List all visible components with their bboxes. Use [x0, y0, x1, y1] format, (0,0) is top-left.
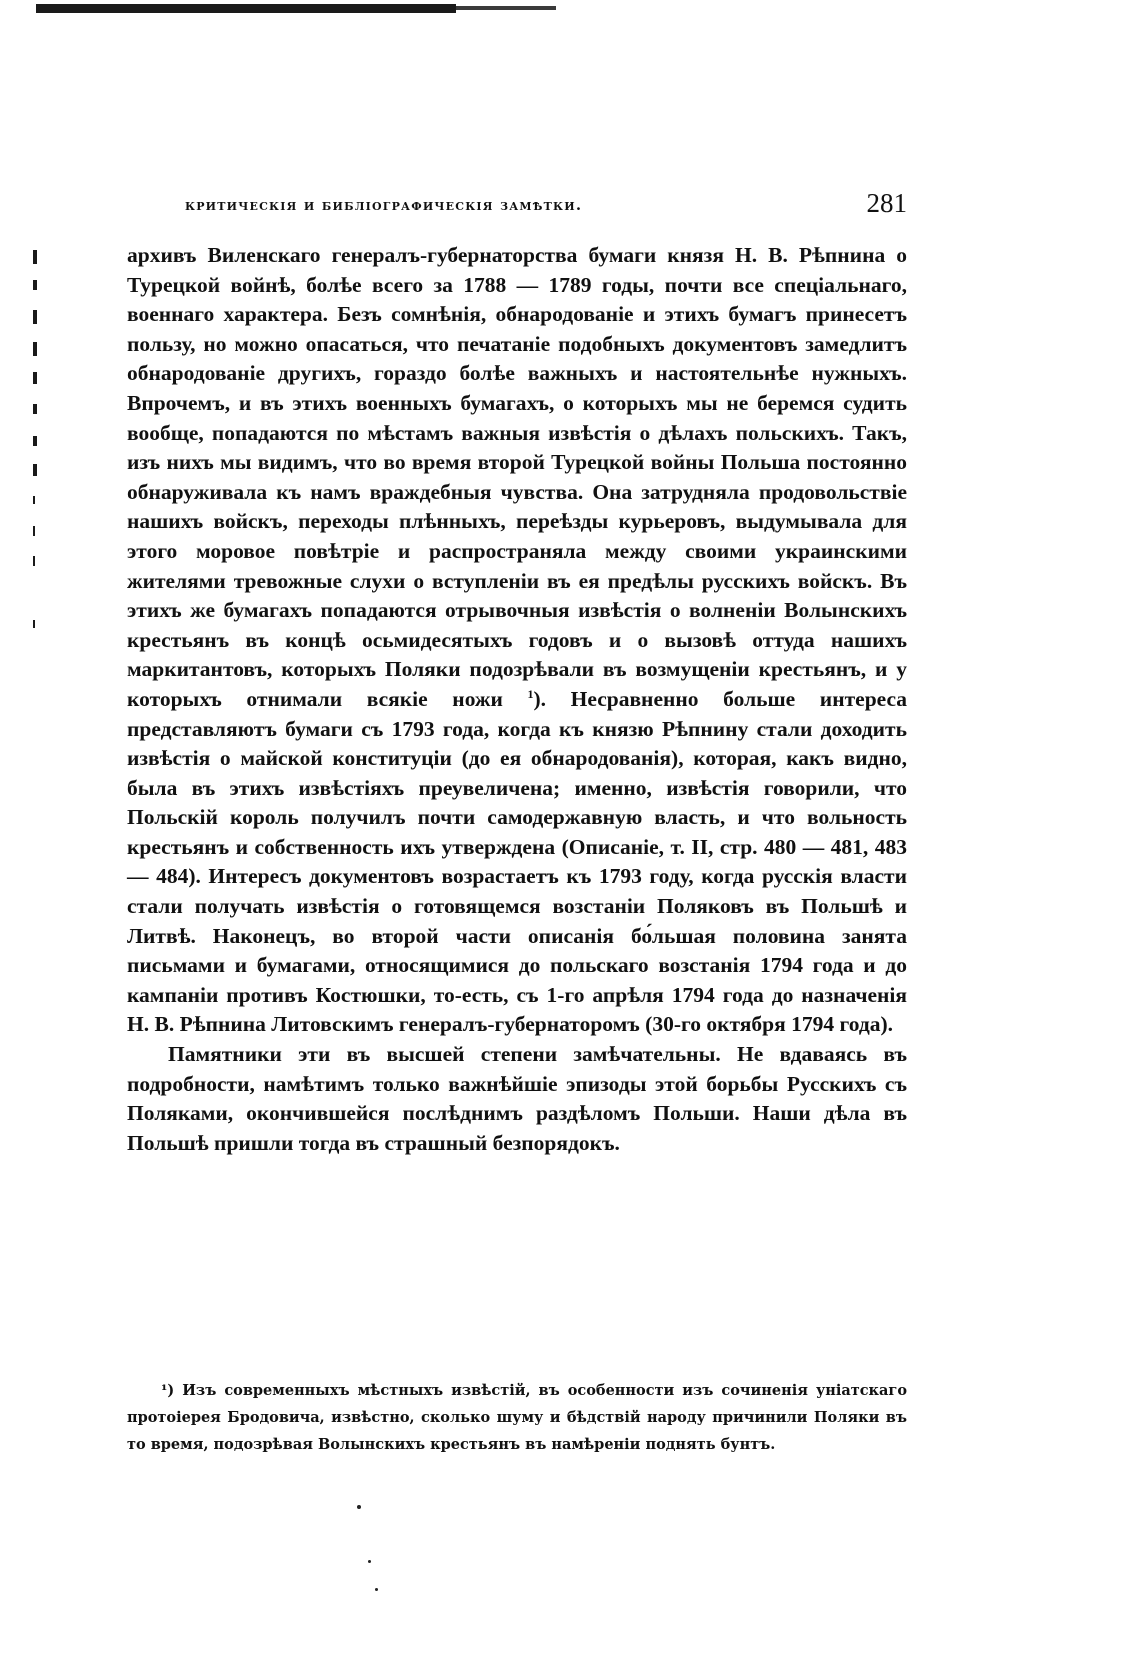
scan-edge-bar-tail	[456, 6, 556, 10]
running-title: критическія и библіографическія замѣтки.	[185, 196, 583, 214]
footnote	[127, 1377, 907, 1458]
footnotes	[127, 1377, 907, 1458]
scan-speck	[375, 1588, 378, 1591]
scan-speck	[368, 1560, 371, 1563]
main-text	[127, 241, 907, 1158]
scan-edge-bar	[36, 4, 456, 13]
footnote-reference: 1	[527, 686, 534, 701]
paragraph: Памятники эти въ высшей степени замѣчательны. Не вдаваясь въ подробности, намѣтимъ только важнѣйшіе эпизоды этой борьбы Русскихъ съ Поляками, окончившейся послѣднимъ раздѣломъ Польши. Наши дѣла въ Польшѣ пришли тогда въ страшный безпорядокъ.	[127, 1042, 907, 1155]
page-header	[185, 188, 907, 228]
paragraph	[127, 241, 907, 1040]
paragraph-text: архивъ Виленскаго генералъ-губернаторства бумаги князя Н. В. Рѣпнина о Турецкой войнѣ, болѣе всего за 1788 — 1789 годы, почти все спеціальнаго, военнаго характера. Безъ сомнѣнія, обнародованіе и этихъ бумагъ принесетъ пользу, но можно опасаться, что печатаніе подобныхъ документовъ замедлитъ обнародованіе другихъ, гораздо болѣе важныхъ и настоятельнѣе нужныхъ. Впрочемъ, и въ этихъ военныхъ бумагахъ, о которыхъ мы не беремся судить вообще, попадаются по мѣстамъ важныя извѣстія о дѣлахъ польскихъ. Такъ, изъ нихъ мы видимъ, что во время второй Турецкой войны Польша постоянно обнаруживала къ намъ враждебныя чувства. Она затрудняла продовольствіе нашихъ войскъ, переходы плѣнныхъ, переѣзды курьеровъ, выдумывала для этого моровое повѣтріе и распространяла между своими украинскими жителями тревожные слухи о вступленіи въ ея предѣлы русскихъ войскъ. Въ этихъ же бумагахъ попадаются отрывочныя извѣстія о волненіи Волынскихъ крестьянъ въ концѣ осьмидесятыхъ годовъ и о вызовѣ оттуда нашихъ маркитантовъ, которыхъ Поляки подозрѣвали въ возмущеніи крестьянъ, и у которыхъ отнимали всякіе ножи	[127, 243, 907, 711]
scan-speck	[357, 1505, 361, 1509]
page-number: 281	[866, 188, 907, 218]
footnote-text: Изъ современныхъ мѣстныхъ извѣстій, въ особенности изъ сочиненія уніатскаго протоіерея Бродовича, извѣстно, сколько шуму и бѣдствій народу причинили Поляки въ то время, подозрѣвая Волынскихъ крестьянъ въ намѣреніи поднять бунтъ.	[127, 1382, 907, 1453]
paragraph-text: ). Несравненно больше интереса представляютъ бумаги съ 1793 года, когда къ князю Рѣпнину стали доходить извѣстія о майской конституціи (до ея обнародованія), которая, какъ видно, была въ этихъ извѣстіяхъ преувеличена; именно, извѣстія говорили, что Польскій король получилъ почти самодержавную власть, и что вольность крестьянъ и собственность ихъ утверждена (Описаніе, т. II, стр. 480 — 481, 483 — 484). Интересъ документовъ возрастаетъ къ 1793 году, когда русскія власти стали получать извѣстія о готовящемся возстаніи Поляковъ въ Польшѣ и Литвѣ. Наконецъ, во второй части описанія бо́льшая половина занята письмами и бумагами, относящимися до польскаго возстанія 1794 года и до кампаніи противъ Костюшки, то-есть, съ 1-го апрѣля 1794 года до назначенія Н. В. Рѣпнина Литовскимъ генералъ-губернаторомъ (30-го октября 1794 года).	[127, 686, 908, 1037]
footnote-marker: ¹)	[161, 1382, 175, 1399]
